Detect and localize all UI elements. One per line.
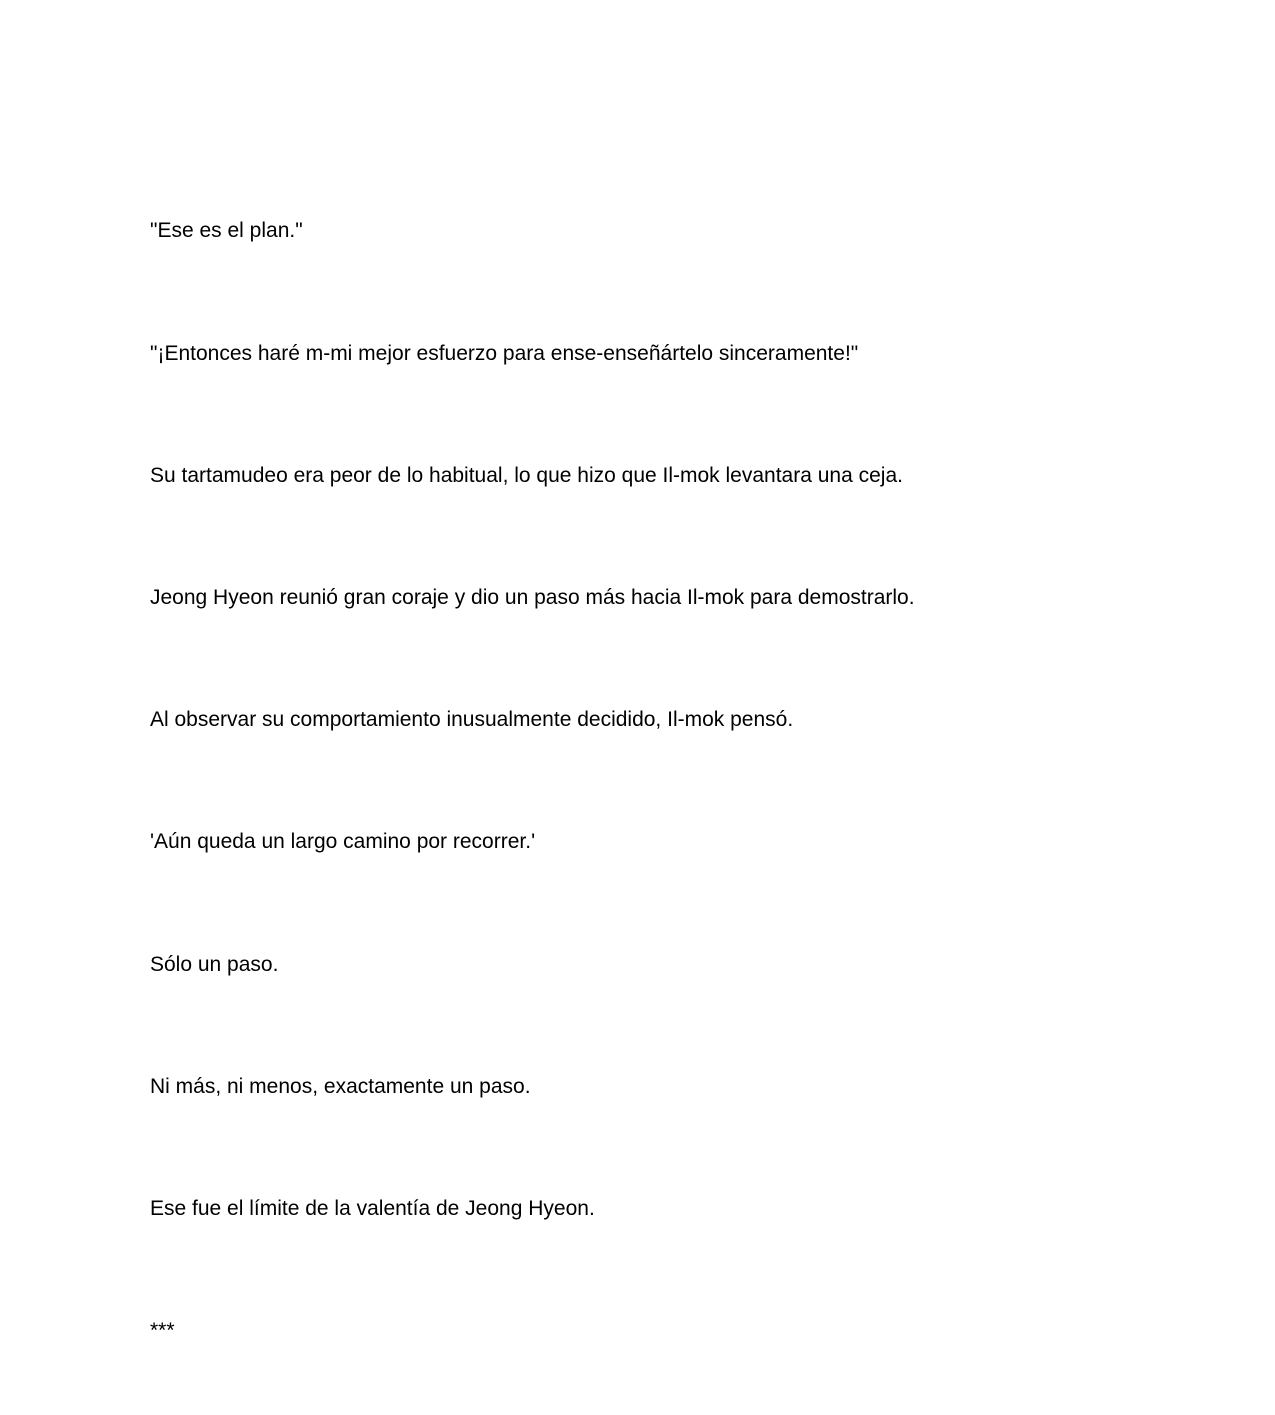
paragraph-observe: Al observar su comportamiento inusualmente decidido, Il-mok pensó. (150, 708, 794, 731)
paragraph-stutter: Su tartamudeo era peor de lo habitual, lo que hizo que Il-mok levantara una ceja. (150, 464, 903, 487)
section-break: *** (150, 1319, 175, 1342)
paragraph-limit: Ese fue el límite de la valentía de Jeong Hyeon. (150, 1197, 595, 1220)
paragraph-one-step: Sólo un paso. (150, 953, 279, 976)
paragraph-thought: 'Aún queda un largo camino por recorrer.' (150, 830, 536, 853)
paragraph-exactly-one-step: Ni más, ni menos, exactamente un paso. (150, 1075, 531, 1098)
paragraph-dialogue-plan: "Ese es el plan." (150, 219, 303, 242)
paragraph-courage: Jeong Hyeon reunió gran coraje y dio un paso más hacia Il-mok para demostrarlo. (150, 586, 915, 609)
paragraph-dialogue-effort: "¡Entonces haré m-mi mejor esfuerzo para ense-enseñártelo sinceramente!" (150, 342, 859, 365)
